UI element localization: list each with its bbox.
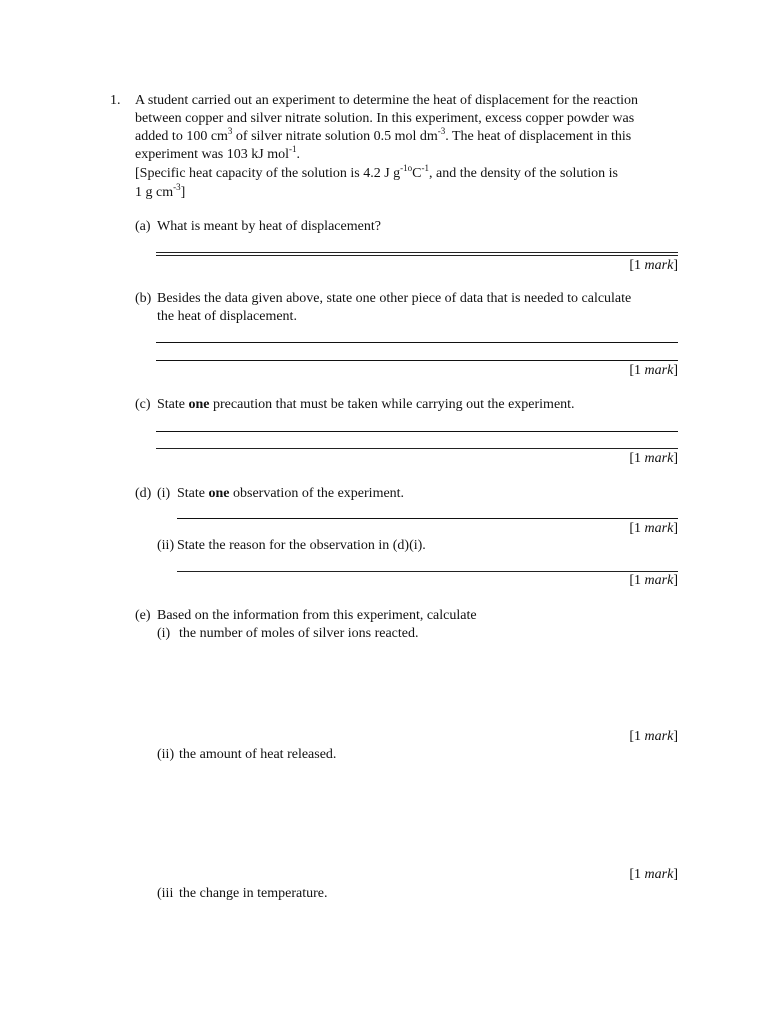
part-e-i-text: the number of moles of silver ions reacted. — [179, 626, 419, 641]
answer-line-d-i[interactable] — [177, 518, 678, 519]
part-d-ii-label: (ii) — [157, 538, 175, 553]
part-a-label: (a) — [135, 219, 151, 234]
part-b-line-1: Besides the data given above, state one other piece of data that is needed to calculate — [157, 291, 632, 306]
mark-b: [1 mark] — [629, 363, 678, 378]
stem-line-5: [Specific heat capacity of the solution is 4.2 J $g^{-1o}C^{-1}$, and the density of the solution is — [135, 163, 618, 181]
mark-d-i: [1 mark] — [629, 521, 678, 536]
part-d-i-label: (i) — [157, 486, 171, 501]
stem-line-4: experiment was 103 kJ mol$^{-1}$. — [135, 144, 300, 162]
part-e-intro: Based on the information from this experiment, calculate — [157, 608, 477, 623]
part-e-ii-label: (ii) — [157, 747, 175, 762]
part-d-i-text: State one observation of the experiment. — [177, 486, 405, 501]
part-e-label: (e) — [135, 608, 151, 623]
part-a-text: What is meant by heat of displacement? — [157, 219, 381, 234]
part-b-label: (b) — [135, 291, 152, 306]
stem-line-2: between copper and silver nitrate solution. In this experiment, excess copper powder was — [135, 111, 635, 126]
stem-line-1: A student carried out an experiment to determine the heat of displacement for the reaction — [135, 93, 639, 108]
answer-line-a-1[interactable] — [156, 252, 678, 253]
mark-e-ii: [1 mark] — [629, 867, 678, 882]
part-d-ii-text: State the reason for the observation in (d)(i). — [177, 538, 426, 553]
part-b-line-2: the heat of displacement. — [157, 309, 297, 324]
answer-line-b-1[interactable] — [156, 342, 678, 343]
stem-line-3: added to 100 $cm^3$ of silver nitrate solution 0.5 mol $dm^{-3}$. The heat of displacement in this — [135, 126, 632, 144]
mark-c: [1 mark] — [629, 451, 678, 466]
part-e-iii-text: the change in temperature. — [179, 886, 328, 901]
answer-line-a-2[interactable] — [156, 255, 678, 256]
part-e-iii-label: (iii — [157, 886, 174, 901]
part-c-text: State one precaution that must be taken while carrying out the experiment. — [157, 397, 575, 412]
answer-line-b-2[interactable] — [156, 360, 678, 361]
question-number: 1. — [110, 93, 121, 108]
mark-a: [1 mark] — [629, 258, 678, 273]
part-c-label: (c) — [135, 397, 151, 412]
answer-line-c-1[interactable] — [156, 431, 678, 432]
part-e-ii-text: the amount of heat released. — [179, 747, 337, 762]
answer-line-c-2[interactable] — [156, 448, 678, 449]
part-e-i-label: (i) — [157, 626, 171, 641]
mark-e-i: [1 mark] — [629, 729, 678, 744]
stem-line-6: 1 g $cm^{-3}$] — [135, 182, 186, 200]
mark-d-ii: [1 mark] — [629, 573, 678, 588]
part-d-label: (d) — [135, 486, 152, 501]
